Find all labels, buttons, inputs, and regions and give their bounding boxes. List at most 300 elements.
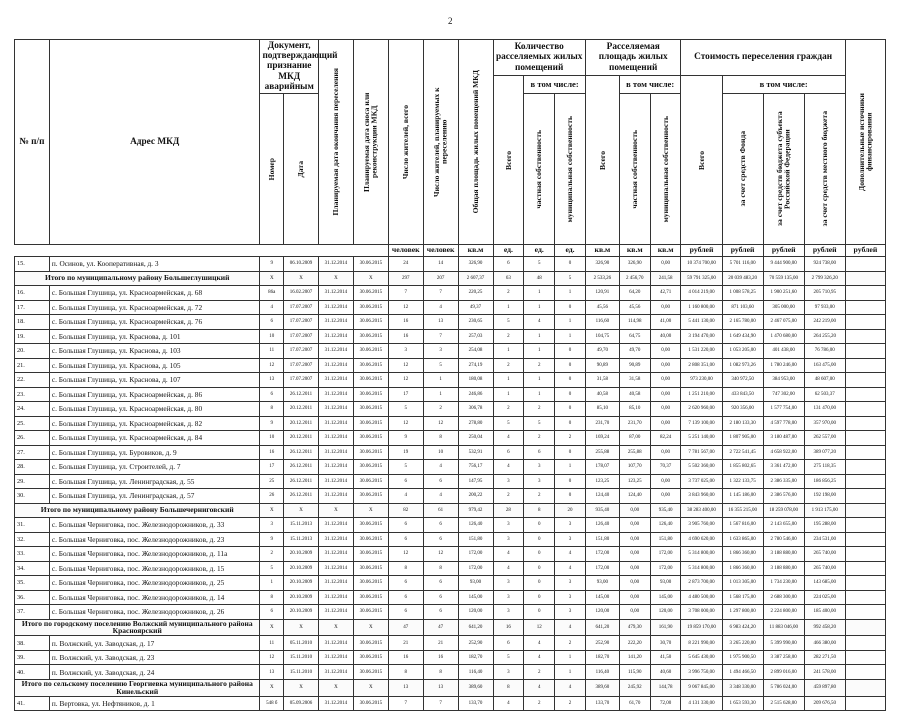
row-cell: 26 [260, 489, 284, 504]
row-cell: 0,00 [650, 416, 681, 431]
row-cell: 6 [388, 605, 423, 620]
row-cell: 0,00 [650, 402, 681, 417]
row-cell: 0 [555, 445, 586, 460]
row-index: 30. [15, 489, 50, 504]
row-cell: 172,00 [458, 547, 493, 562]
row-cell: 756,17 [458, 460, 493, 475]
row-cell: 49,70 [585, 344, 619, 359]
row-cell: 10 [260, 431, 284, 446]
row-cell: 1 [555, 329, 586, 344]
row-cell: 7 781 567,00 [681, 445, 722, 460]
row-cell [845, 402, 885, 417]
row-cell: 6 [260, 315, 284, 330]
row-cell: 1 322 133,75 [722, 474, 763, 489]
row-cell: 5 [423, 358, 458, 373]
row-cell: 141,20 [619, 650, 650, 665]
row-cell: 389,60 [458, 679, 493, 696]
row-cell: 9 067 845,00 [681, 679, 722, 696]
row-cell: 257,03 [458, 329, 493, 344]
row-cell: 0 [524, 576, 555, 591]
row-cell: 30.06.2015 [353, 696, 388, 711]
table-body [15, 257, 886, 711]
row-cell: 4 [493, 547, 524, 562]
row-cell: 16 [388, 315, 423, 330]
total-label: Итого по сельскому поселению Георгиевка муниципального района Кинельский [15, 679, 260, 696]
row-cell [845, 445, 885, 460]
row-cell: 151,80 [458, 532, 493, 547]
row-cell: 0,00 [619, 547, 650, 562]
row-cell: 3 [493, 605, 524, 620]
row-cell: 401 438,00 [763, 344, 804, 359]
row-cell: 12 [388, 300, 423, 315]
row-cell: 21 [388, 636, 423, 651]
row-cell: 30.06.2015 [353, 358, 388, 373]
row-cell: 31.12.2014 [318, 650, 353, 665]
row-cell: 90,89 [585, 358, 619, 373]
row-address: с. Большая Черниговка, пос. Железнодорожников, д. 15 [49, 561, 260, 576]
row-cell: 747 302,00 [763, 387, 804, 402]
total-row [15, 271, 886, 286]
row-cell: 30.06.2015 [353, 300, 388, 315]
row-address: с. Большая Черниговка, пос. Железнодорожников, д. 23 [49, 532, 260, 547]
row-cell: 116,40 [458, 665, 493, 680]
row-index: 25. [15, 416, 50, 431]
table-row [15, 416, 886, 431]
unit-cell: ед. [555, 245, 586, 257]
row-cell: 4 [493, 431, 524, 446]
row-cell: 2 [524, 431, 555, 446]
row-cell: 1 866 360,00 [722, 547, 763, 562]
row-cell: 222,20 [619, 636, 650, 651]
row-cell: 15.11.2013 [284, 532, 319, 547]
row-cell: 265 740,00 [804, 547, 845, 562]
row-cell: 1 [524, 373, 555, 388]
row-cell: 4 [388, 489, 423, 504]
row-cell: 0 [555, 489, 586, 504]
row-cell: 10 374 700,00 [681, 257, 722, 272]
row-index: 17. [15, 300, 50, 315]
row-cell: 31.12.2014 [318, 387, 353, 402]
row-cell: 2 [524, 665, 555, 680]
row-cell: 5 [388, 460, 423, 475]
row-cell [845, 358, 885, 373]
row-cell: 5 314 800,00 [681, 547, 722, 562]
row-cell: 0 [555, 474, 586, 489]
row-cell: 871 103,60 [722, 300, 763, 315]
row-index: 24. [15, 402, 50, 417]
row-cell: 25 [260, 474, 284, 489]
row-cell: 252,90 [458, 636, 493, 651]
row-cell: 8 [493, 679, 524, 696]
row-address: п. Волжский, ул. Заводская, д. 24 [49, 665, 260, 680]
unit-cell: кв.м [619, 245, 650, 257]
row-cell: 992 458,20 [804, 619, 845, 636]
table-row [15, 576, 886, 591]
row-cell: 16.02.2007 [284, 286, 319, 301]
row-cell: 0,00 [650, 489, 681, 504]
row-cell: 172,00 [458, 561, 493, 576]
row-cell: 4 [423, 489, 458, 504]
row-cell: 40,58 [585, 387, 619, 402]
row-cell: 145,00 [650, 590, 681, 605]
row-address: с. Большая Черниговка, пос. Железнодорожников, д. 33 [49, 518, 260, 533]
row-cell: 2 [524, 489, 555, 504]
row-cell: 151,80 [585, 532, 619, 547]
row-cell: 3 265 220,00 [722, 636, 763, 651]
row-cell: 7 [388, 286, 423, 301]
row-cell: 4 [423, 460, 458, 475]
row-cell: 147,95 [458, 474, 493, 489]
row-cell: 5 399 990,00 [763, 636, 804, 651]
row-cell: 5 314 800,00 [681, 561, 722, 576]
row-cell: 19 [388, 445, 423, 460]
row-cell: 16 [493, 619, 524, 636]
row-cell: X [284, 503, 319, 518]
row-cell: 131 470,00 [804, 402, 845, 417]
row-index: 22. [15, 373, 50, 388]
row-index: 18. [15, 315, 50, 330]
row-cell [845, 518, 885, 533]
row-cell: 30,70 [650, 636, 681, 651]
table-row [15, 387, 886, 402]
row-cell: X [318, 503, 353, 518]
row-cell: 479,30 [619, 619, 650, 636]
row-cell: 2 [555, 431, 586, 446]
header-extra: Дополнительные источники финансирования [845, 40, 885, 245]
row-index: 26. [15, 431, 50, 446]
row-cell: 05.09.2006 [284, 696, 319, 711]
row-cell: 2 165 780,00 [722, 315, 763, 330]
row-cell: 1 251 210,00 [681, 387, 722, 402]
row-cell: 224 025,00 [804, 590, 845, 605]
row-cell: 3 [555, 532, 586, 547]
row-address: с. Большая Глушица, ул. Красноармейская, д. 68 [49, 286, 260, 301]
row-cell: 3 [493, 474, 524, 489]
row-cell [845, 373, 885, 388]
row-cell: 5 [524, 257, 555, 272]
page-number: 2 [448, 16, 453, 26]
row-cell: 4 [493, 460, 524, 475]
row-cell: 182,70 [585, 650, 619, 665]
row-cell: 3 [423, 344, 458, 359]
table-row [15, 489, 886, 504]
row-cell: 12 [260, 650, 284, 665]
table-row [15, 431, 886, 446]
row-cell: 30.06.2015 [353, 460, 388, 475]
table-row [15, 315, 886, 330]
row-cell: 126,40 [458, 518, 493, 533]
unit-cell: рублей [681, 245, 722, 257]
row-cell: 0 [524, 561, 555, 576]
row-cell: 6 [423, 518, 458, 533]
row-cell: 30.06.2015 [353, 605, 388, 620]
row-cell: 0,00 [619, 590, 650, 605]
row-cell: 48 607,00 [804, 373, 845, 388]
row-cell: 31.12.2014 [318, 532, 353, 547]
row-cell: 133,70 [458, 696, 493, 711]
row-cell: 3 843 960,00 [681, 489, 722, 504]
header-cost-subject: за счет средств бюджета субъекта Российской Федерации [763, 94, 804, 245]
row-address: п. Волжский, ул. Заводская, д. 17 [49, 636, 260, 651]
row-cell: 20.10.2009 [284, 576, 319, 591]
row-cell: 126,40 [650, 518, 681, 533]
row-cell: 340 972,50 [722, 373, 763, 388]
row-cell: 4 [555, 619, 586, 636]
row-cell [845, 257, 885, 272]
row-cell: 114,98 [619, 315, 650, 330]
row-cell: 0,00 [650, 373, 681, 388]
row-cell: 1 [555, 460, 586, 475]
row-cell: 64,20 [619, 286, 650, 301]
row-cell: 85,10 [585, 402, 619, 417]
row-cell: 924 738,00 [804, 257, 845, 272]
row-cell: 20.10.2009 [284, 547, 319, 562]
row-cell: 42,71 [650, 286, 681, 301]
row-cell: 20.10.2009 [284, 590, 319, 605]
row-cell [845, 344, 885, 359]
row-cell: 1 [524, 344, 555, 359]
row-index: 39. [15, 650, 50, 665]
row-cell: 3 [555, 576, 586, 591]
header-cost: Стоимость переселения граждан [681, 40, 845, 76]
row-cell: 262 557,00 [804, 431, 845, 446]
row-cell: 1 [260, 576, 284, 591]
row-cell: 86а [260, 286, 284, 301]
header-cost-total: Всего [681, 76, 722, 245]
row-index: 27. [15, 445, 50, 460]
row-cell: 5 [493, 416, 524, 431]
row-cell: 31.12.2014 [318, 547, 353, 562]
header-area-total: Всего [585, 76, 619, 245]
row-cell: 4 480 500,00 [681, 590, 722, 605]
row-address: с. Большая Глушица, ул. Краснова, д. 105 [49, 358, 260, 373]
row-address: с. Большая Черниговка, пос. Железнодорожников, д. 26 [49, 605, 260, 620]
row-cell: 115,90 [619, 665, 650, 680]
row-index: 21. [15, 358, 50, 373]
units-spacer [15, 245, 389, 257]
row-cell: 0,00 [650, 358, 681, 373]
row-cell: 1 013 305,00 [722, 576, 763, 591]
row-cell: 120,00 [458, 605, 493, 620]
row-cell: 2 [555, 696, 586, 711]
row-cell: 31.12.2014 [318, 636, 353, 651]
row-cell: 45,56 [585, 300, 619, 315]
row-cell: 12 [423, 547, 458, 562]
row-cell: 93,00 [650, 576, 681, 591]
row-cell: 26.12.2011 [284, 387, 319, 402]
row-cell: 255,88 [585, 445, 619, 460]
row-cell: 1 082 973,26 [722, 358, 763, 373]
row-cell: 124,40 [585, 489, 619, 504]
row-cell: 4 [493, 561, 524, 576]
row-cell: 16 [260, 445, 284, 460]
row-address: с. Большая Глушица, ул. Краснова, д. 101 [49, 329, 260, 344]
row-cell: 1 807 905,00 [722, 431, 763, 446]
row-cell: 38 283 400,00 [681, 503, 722, 518]
row-cell: 172,00 [650, 561, 681, 576]
row-cell: 30.06.2015 [353, 402, 388, 417]
row-cell: 17 [260, 460, 284, 475]
row-cell: 70,37 [650, 460, 681, 475]
row-cell: 0 [524, 532, 555, 547]
row-cell: 11 883 046,00 [763, 619, 804, 636]
unit-cell: человек [388, 245, 423, 257]
row-cell: 2 688 300,00 [763, 590, 804, 605]
row-cell: 209 676,50 [804, 696, 845, 711]
table-row [15, 650, 886, 665]
header-doc-date: Дата [284, 94, 319, 245]
row-cell: 2 780 546,00 [763, 532, 804, 547]
row-cell: 17.07.2007 [284, 373, 319, 388]
row-cell: X [353, 503, 388, 518]
row-cell: 13 [423, 679, 458, 696]
row-index: 40. [15, 665, 50, 680]
row-cell: 180,08 [458, 373, 493, 388]
row-index: 34. [15, 561, 50, 576]
row-cell: 19 859 170,00 [681, 619, 722, 636]
row-address: с. Большая Глушица, ул. Красноармейская, д. 72 [49, 300, 260, 315]
header-planned-end: Планируемая дата окончания переселения [318, 40, 353, 245]
row-cell: 2 515 628,00 [763, 696, 804, 711]
row-cell: 20.12.2011 [284, 416, 319, 431]
row-cell: X [353, 619, 388, 636]
row-cell: 178,07 [585, 460, 619, 475]
row-cell: 133,70 [585, 696, 619, 711]
row-cell: 3 [493, 590, 524, 605]
unit-cell: ед. [524, 245, 555, 257]
row-cell: 41,00 [650, 315, 681, 330]
row-cell: 241,58 [650, 271, 681, 286]
header-residents-planned: Число жителей, планируемых к переселению [423, 40, 458, 245]
row-cell: 8 [524, 503, 555, 518]
row-cell: 1 297 800,00 [722, 605, 763, 620]
row-cell: 21 [423, 636, 458, 651]
row-cell: 2 899 016,00 [763, 665, 804, 680]
row-cell: 14 [423, 257, 458, 272]
row-cell: 76 786,00 [804, 344, 845, 359]
row-cell: 1 900 251,60 [763, 286, 804, 301]
row-cell: 30.06.2015 [353, 257, 388, 272]
row-cell: 161,90 [650, 619, 681, 636]
row-cell: 45,56 [619, 300, 650, 315]
row-cell: 31,58 [619, 373, 650, 388]
row-cell: 93,00 [458, 576, 493, 591]
row-cell: 30.06.2015 [353, 286, 388, 301]
row-cell: 2 722 541,45 [722, 445, 763, 460]
row-cell: 31.12.2014 [318, 344, 353, 359]
row-cell: 3 [388, 344, 423, 359]
row-cell: 326,90 [619, 257, 650, 272]
row-cell: 242 219,00 [804, 315, 845, 330]
row-cell: 3 [493, 532, 524, 547]
row-cell: 220,25 [458, 286, 493, 301]
row-cell [845, 460, 885, 475]
row-cell: 82,24 [650, 431, 681, 446]
row-cell: 31.12.2014 [318, 286, 353, 301]
row-cell: 9 [260, 532, 284, 547]
row-cell: 5 645 430,00 [681, 650, 722, 665]
row-cell: 1 160 800,00 [681, 300, 722, 315]
row-cell: 0,00 [650, 474, 681, 489]
row-address: с. Большая Глушица, ул. Буровиков, д. 9 [49, 445, 260, 460]
row-cell: 641,20 [458, 619, 493, 636]
row-cell: 31.12.2014 [318, 665, 353, 680]
row-cell: 30.06.2015 [353, 561, 388, 576]
row-cell: 30.06.2015 [353, 373, 388, 388]
header-num: № п/п [15, 40, 50, 245]
row-address: с. Большая Глушица, ул. Красноармейская, д. 80 [49, 402, 260, 417]
row-cell: 151,80 [650, 532, 681, 547]
total-row [15, 503, 886, 518]
row-cell: 384 953,00 [763, 373, 804, 388]
row-cell: 30.06.2015 [353, 474, 388, 489]
row-cell: 40,00 [650, 329, 681, 344]
row-cell: 0,00 [650, 344, 681, 359]
row-cell: 120,00 [585, 605, 619, 620]
table-row [15, 344, 886, 359]
row-cell: 8 [260, 590, 284, 605]
header-cost-incl: в том числе: [722, 76, 845, 94]
row-cell: 30.06.2015 [353, 576, 388, 591]
row-cell: 6 [260, 387, 284, 402]
row-cell: 18 259 078,00 [763, 503, 804, 518]
row-cell: 31.12.2014 [318, 416, 353, 431]
row-cell: 3 [493, 665, 524, 680]
row-cell: 116,60 [585, 315, 619, 330]
row-cell: X [284, 679, 319, 696]
row-cell: 123,25 [619, 474, 650, 489]
row-cell: 0,00 [619, 576, 650, 591]
row-cell [845, 650, 885, 665]
row-cell: 11 [260, 636, 284, 651]
row-cell: 4 [524, 679, 555, 696]
row-cell: 4 [493, 696, 524, 711]
row-cell: 0 [524, 605, 555, 620]
row-cell: 1 633 865,00 [722, 532, 763, 547]
row-cell: 8 221 990,00 [681, 636, 722, 651]
row-cell: 12 [388, 547, 423, 562]
header-area-private: частная собственность [619, 94, 650, 245]
row-cell: 0 [555, 387, 586, 402]
row-cell: 05.11.2010 [284, 636, 319, 651]
row-cell: 5 251 140,00 [681, 431, 722, 446]
row-cell: 30.06.2015 [353, 532, 388, 547]
row-cell: 0,00 [619, 605, 650, 620]
row-cell [845, 503, 885, 518]
row-cell: 20.10.2009 [284, 605, 319, 620]
table-row [15, 547, 886, 562]
unit-cell: рублей [763, 245, 804, 257]
header-area-incl: в том числе: [619, 76, 681, 94]
row-cell: 306,78 [458, 402, 493, 417]
row-cell: 97 933,00 [804, 300, 845, 315]
row-cell: 2 456,70 [619, 271, 650, 286]
row-cell: 12 [423, 416, 458, 431]
row-cell: 61,70 [619, 696, 650, 711]
row-index: 31. [15, 518, 50, 533]
row-cell [845, 547, 885, 562]
row-cell: 120,91 [585, 286, 619, 301]
row-cell: 0,00 [619, 561, 650, 576]
row-cell: 6 [423, 605, 458, 620]
row-cell: 3 [555, 605, 586, 620]
row-cell: 41,50 [650, 650, 681, 665]
row-cell: 172,00 [585, 547, 619, 562]
row-cell: X [260, 271, 284, 286]
row-cell: 3 [524, 460, 555, 475]
row-cell: 3 348 330,00 [722, 679, 763, 696]
row-cell: 1 145 186,00 [722, 489, 763, 504]
